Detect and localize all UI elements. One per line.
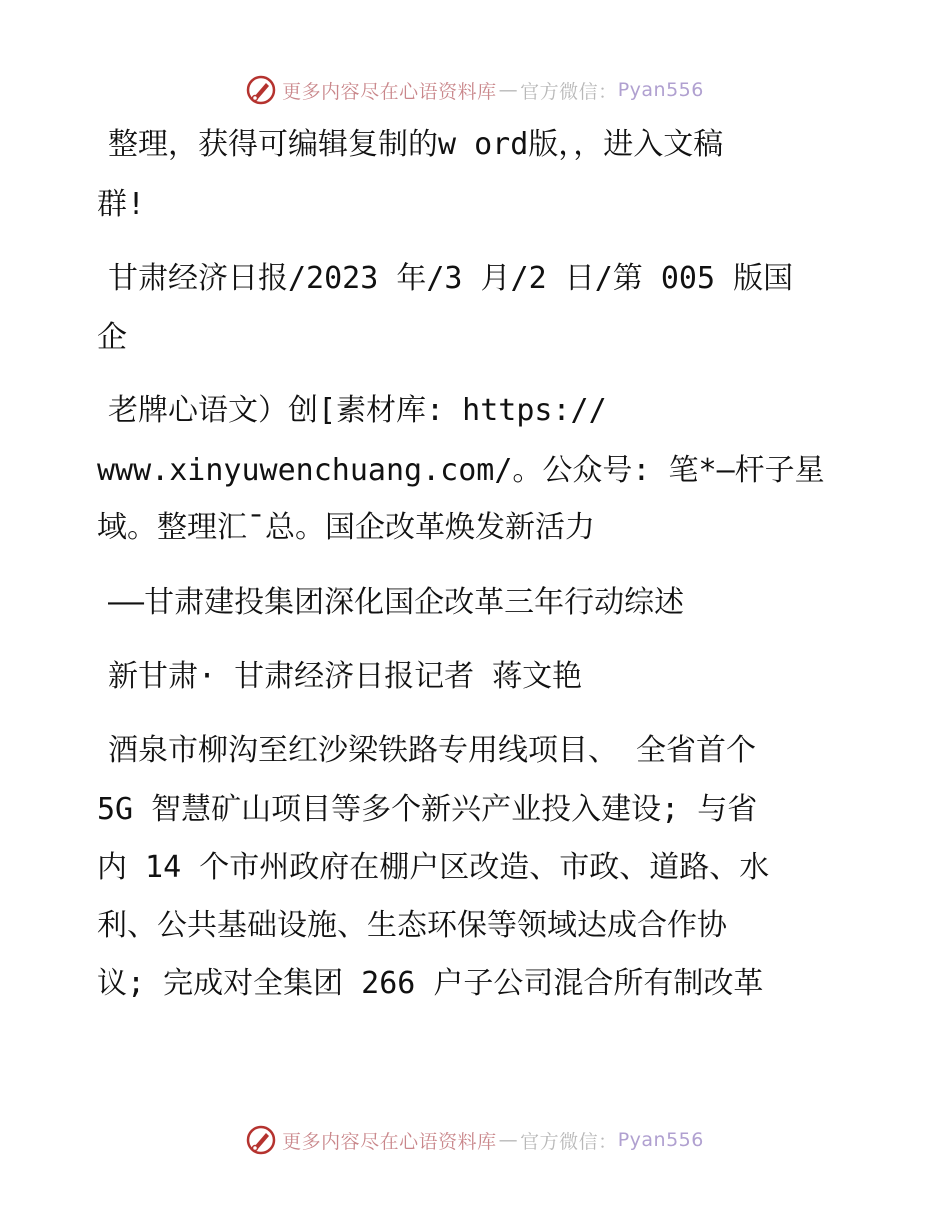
byline: 新甘肃· 甘肃经济日报记者 蒋文艳 — [108, 659, 583, 694]
body-line-14: 议; 完成对全集团 266 户子公司混合所有制改革 — [97, 966, 764, 1001]
body-line-3: 甘肃经济日报/2023 年/3 月/2 日/第 005 版国 — [108, 261, 794, 296]
body-line-6: www.xinyuwenchuang.com/。公众号: 笔*—杆子星 — [97, 453, 825, 488]
body-line-4: 企 — [97, 320, 127, 355]
banner-main-text: 更多内容尽在心语资料库 — [282, 80, 497, 103]
body-line-2: 群! — [97, 187, 146, 222]
body-line-1: 整理，获得可编辑复制的w ord版，，进入文稿 — [108, 127, 724, 162]
subtitle-line: ——甘肃建投集团深化国企改革三年行动综述 — [108, 585, 685, 620]
footer-banner — [0, 1120, 950, 1160]
banner-contact-id: Pyan556 — [617, 1129, 704, 1151]
banner-contact-id: Pyan556 — [617, 79, 704, 101]
body-line-13: 利、公共基础设施、生态环保等领域达成合作协 — [97, 908, 727, 943]
pen-logo-icon — [246, 1125, 276, 1155]
body-line-11: 5G 智慧矿山项目等多个新兴产业投入建设; 与省 — [97, 792, 758, 827]
body-line-7: 域。整理汇¯总。国企改革焕发新活力 — [97, 510, 596, 545]
banner-main-text: 更多内容尽在心语资料库 — [282, 1130, 497, 1153]
pen-logo-icon — [246, 75, 276, 105]
banner-contact-label: 官方微信： — [520, 80, 618, 103]
banner-contact-label: 官方微信： — [520, 1130, 618, 1153]
body-line-12: 内 14 个市州政府在棚户区改造、市政、道路、水 — [97, 850, 770, 885]
header-banner — [0, 70, 950, 110]
banner-dash: — — [498, 79, 519, 101]
body-line-10: 酒泉市柳沟至红沙梁铁路专用线项目、 全省首个 — [108, 733, 757, 768]
banner-dash: — — [498, 1129, 519, 1151]
body-line-5: 老牌心语文）创[素材库: https:// — [108, 393, 607, 428]
